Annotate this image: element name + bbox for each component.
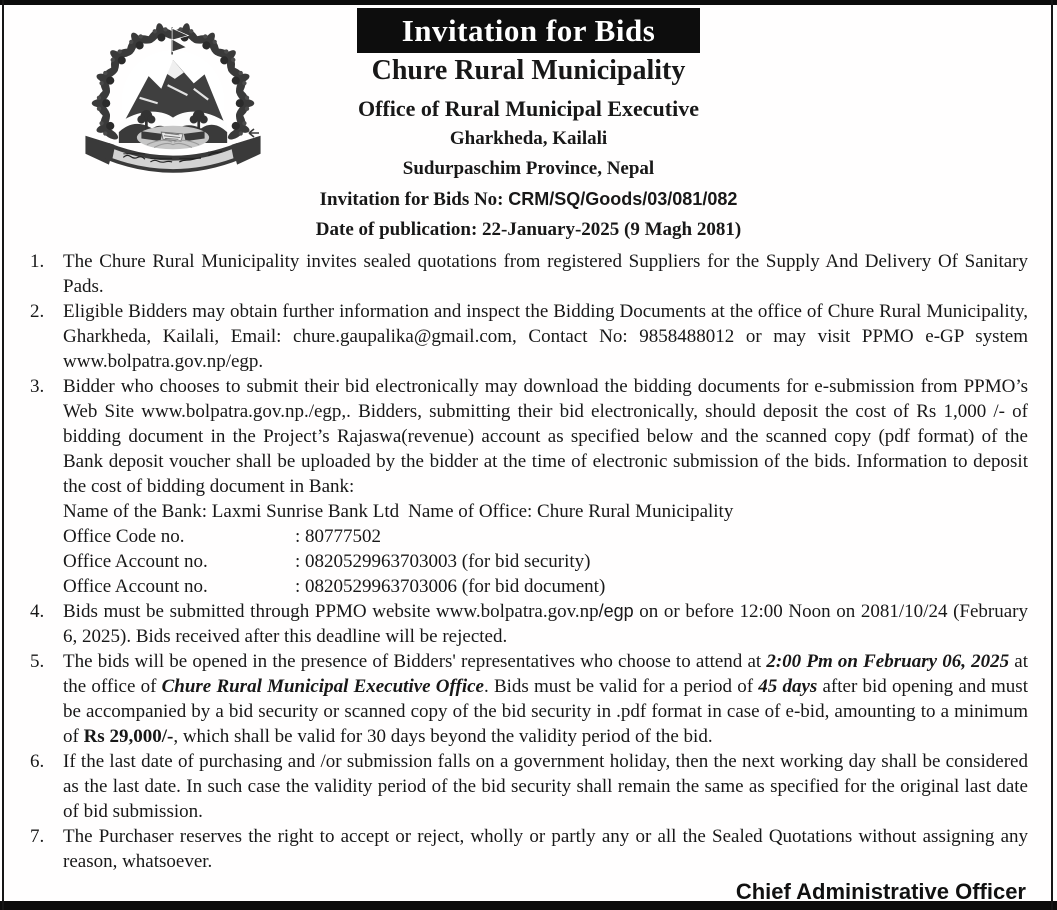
bid-number-value: CRM/SQ/Goods/03/081/082 xyxy=(508,189,738,209)
list-item xyxy=(30,649,1028,749)
list-item xyxy=(30,374,1028,599)
signature-title: Chief Administrative Officer xyxy=(735,879,1026,904)
list-item xyxy=(30,249,1028,299)
list-item-number: 5. xyxy=(30,651,45,672)
bank-row-label: Office Code no. xyxy=(63,526,185,547)
list-item-number: 7. xyxy=(30,826,45,847)
list-item xyxy=(30,599,1028,649)
list-item xyxy=(30,749,1028,824)
office-name: Office of Rural Municipal Executive xyxy=(358,96,699,121)
bank-row xyxy=(63,574,1028,599)
list-item-text: The Chure Rural Municipality invites sealed quotations from registered Suppliers for the Supply And Delivery Of Sanitary Pads. xyxy=(63,251,1028,297)
bank-row-label: Office Account no. xyxy=(63,576,208,597)
bank-details xyxy=(63,499,1028,599)
title-banner-text: Invitation for Bids xyxy=(401,12,656,48)
list-item-text: Bidder who chooses to submit their bid electronically may download the bidding documents for e-submission from PPMO’s Web Site www.bolpatra.gov.np./egp,. Bidders, submitting their bid electronically, should deposit the cost of Rs 1,000 /- of bidding document in the Project’s Rajaswa(revenue) account as specified below and the scanned copy (pdf format) of the Bank deposit voucher shall be uploaded by the bidder at the time of electronic submission of the bids. Information to deposit the cost of bidding document in Bank: Name of the Bank: Laxmi Sunrise Bank Ltd Name of Office: Chure Rural Municipality Office Code no. : 80777502 Office Account no. : 0820529963703003 (for bid security) Office Account no. : 0820529963703006 (for bid document) xyxy=(63,376,1028,597)
list-item-number: 1. xyxy=(30,251,45,272)
bank-name: Name of the Bank: Laxmi Sunrise Bank Ltd xyxy=(63,501,400,522)
bank-row-value: : 0820529963703006 (for bid document) xyxy=(295,576,606,597)
list-item-number: 2. xyxy=(30,301,45,322)
list-item-text: The Purchaser reserves the right to accept or reject, wholly or partly any or all the Sealed Quotations without assigning any reason, whatsoever. xyxy=(63,826,1028,872)
bank-name-line xyxy=(63,499,1028,524)
list-item-text: The bids will be opened in the presence of Bidders' representatives who choose to attend at 2:00 Pm on February 06, 2025 at the office of Chure Rural Municipal Executive Office. Bids must be valid for a period of 45 days after bid opening and must be accompanied by a bid security or scanned copy of the bid security in .pdf format in case of e-bid, amounting to a minimum of Rs 29,000/-, which shall be valid for 30 days beyond the validity period of the bid. xyxy=(63,651,1028,747)
page-border-top xyxy=(0,0,1057,5)
bank-row-value: : 0820529963703003 (for bid security) xyxy=(295,551,591,572)
bank-row-label: Office Account no. xyxy=(63,551,208,572)
bank-row xyxy=(63,524,1028,549)
list-item-number: 4. xyxy=(30,601,45,622)
bank-row xyxy=(63,549,1028,574)
list-item-number: 3. xyxy=(30,376,45,397)
list-item-text: Eligible Bidders may obtain further information and inspect the Bidding Documents at the office of Chure Rural Municipality, Gharkheda, Kailali, Email: chure.gaupalika@gmail.com, Contact No: 9858488012 or may visit PPMO e-GP system www.bolpatra.gov.np/egp. xyxy=(63,301,1028,372)
list-item-text: Bids must be submitted through PPMO website www.bolpatra.gov.np/egp on or before 12:00 Noon on 2081/10/24 (February 6, 2025). Bids received after this deadline will be rejected. xyxy=(63,601,1028,647)
list-item-text: If the last date of purchasing and /or submission falls on a government holiday, then the next working day shall be considered as the last date. In such case the validity period of the bid security shall remain the same as specified for the original last date of bid submission. xyxy=(63,751,1028,822)
bid-number-label: Invitation for Bids No: xyxy=(319,189,509,210)
scan-artifact-mark xyxy=(245,126,261,140)
bid-number-line xyxy=(0,189,1057,211)
bank-office-name: Name of Office: Chure Rural Municipality xyxy=(408,501,734,522)
list-item-number: 6. xyxy=(30,751,45,772)
address-line: Gharkheda, Kailali xyxy=(449,128,608,149)
title-banner xyxy=(357,8,700,53)
bank-row-value: : 80777502 xyxy=(295,526,382,547)
publication-date-line: Date of publication: 22-January-2025 (9 Magh 2081) xyxy=(315,219,742,240)
bank-line-gap xyxy=(399,499,408,524)
organization-name: Chure Rural Municipality xyxy=(371,55,686,86)
notice-body xyxy=(30,249,1028,904)
list-item xyxy=(30,299,1028,374)
province-line: Sudurpaschim Province, Nepal xyxy=(402,158,655,179)
numbered-list xyxy=(30,249,1028,874)
list-item xyxy=(30,824,1028,874)
